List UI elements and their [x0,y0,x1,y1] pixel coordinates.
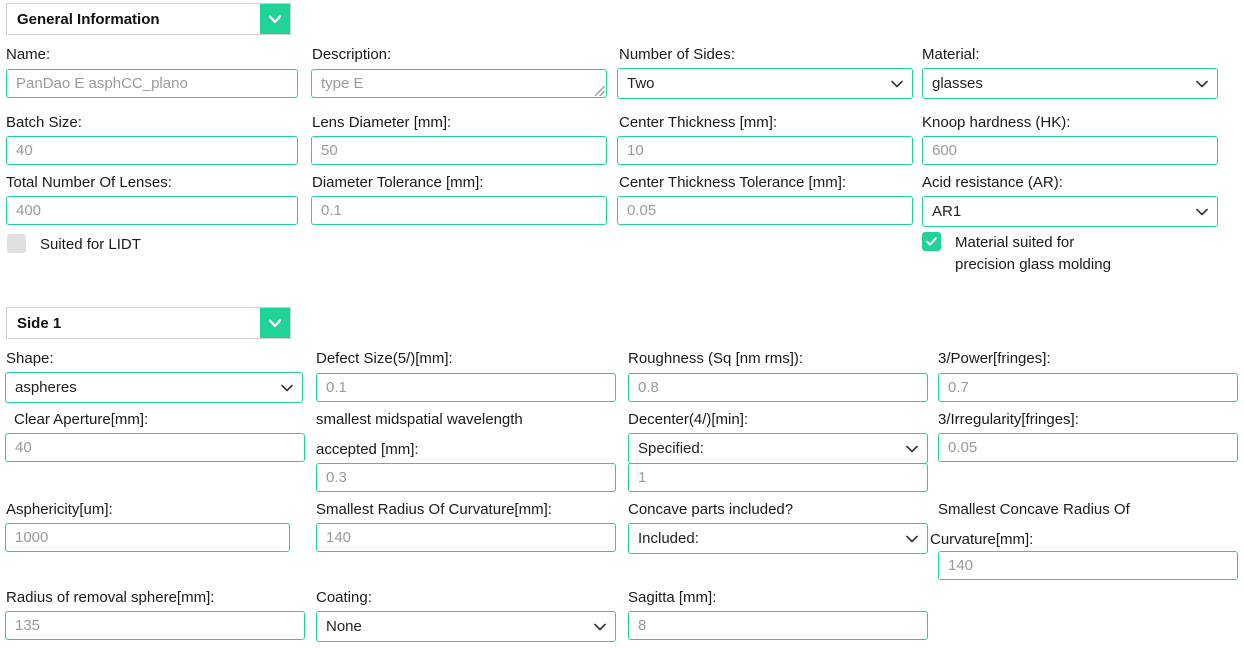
knoop-hardness-input[interactable]: 600 [922,136,1218,165]
coating-select[interactable] [316,611,616,642]
label-concave-included: Concave parts included? [628,501,794,518]
label-smallest-concave-radius-line2: Curvature[mm]: [930,531,1034,548]
section-header-general-information[interactable] [6,3,291,35]
label-batch-size: Batch Size: [6,114,82,131]
chevron-down-icon [1196,208,1208,216]
sagitta-input[interactable]: 8 [628,611,928,640]
label-roughness: Roughness (Sq [nm rms]): [628,350,804,367]
material-suited-pgm-label-line1: Material suited for [955,234,1075,251]
label-number-of-sides: Number of Sides: [619,46,735,63]
suited-for-lidt-label: Suited for LIDT [40,236,141,253]
asphericity-input[interactable]: 1000 [5,523,290,552]
label-shape: Shape: [6,350,54,367]
decenter-select[interactable] [628,433,928,464]
label-irregularity: 3/Irregularity[fringes]: [938,411,1079,428]
power-input[interactable]: 0.7 [938,373,1238,402]
decenter-value-input[interactable]: 1 [628,463,928,492]
radius-removal-sphere-input[interactable]: 135 [5,611,305,640]
acid-resistance-select[interactable] [922,196,1218,227]
acid-resistance-value: AR1 [932,203,962,220]
total-number-of-lenses-input[interactable]: 400 [6,196,298,225]
chevron-down-icon [594,623,606,631]
label-sagitta: Sagitta [mm]: [628,589,717,606]
shape-select[interactable] [5,372,303,403]
concave-included-value: Included: [638,530,699,547]
label-material: Material: [922,46,980,63]
section-title: Side 1 [17,314,62,332]
material-suited-pgm-label-line2: precision glass molding [955,256,1111,273]
label-knoop-hardness: Knoop hardness (HK): [922,114,1071,131]
number-of-sides-value: Two [627,75,655,92]
label-description: Description: [312,46,392,63]
description-textarea[interactable]: type E [311,69,607,98]
label-decenter: Decenter(4/)[min]: [628,411,749,428]
label-midspatial-line1: smallest midspatial wavelength [316,411,523,428]
lens-diameter-input[interactable]: 50 [311,136,607,165]
smallest-concave-radius-input[interactable]: 140 [938,551,1238,580]
center-thickness-input[interactable]: 10 [617,136,913,165]
label-smallest-radius: Smallest Radius Of Curvature[mm]: [316,501,552,518]
label-midspatial-line2: accepted [mm]: [316,441,419,458]
decenter-select-value: Specified: [638,440,704,457]
label-total-number-of-lenses: Total Number Of Lenses: [6,174,172,191]
chevron-down-icon [891,80,903,88]
label-smallest-concave-radius-line1: Smallest Concave Radius Of [938,501,1130,518]
label-asphericity: Asphericity[um]: [6,501,113,518]
section-title: General Information [17,10,160,28]
chevron-down-icon [906,445,918,453]
clear-aperture-input[interactable]: 40 [5,433,305,462]
coating-value: None [326,618,362,635]
label-power: 3/Power[fringes]: [938,350,1051,367]
concave-included-select[interactable] [628,523,928,554]
diameter-tolerance-input[interactable]: 0.1 [311,196,607,225]
material-suited-pgm-checkbox-row[interactable] [922,232,1222,276]
chevron-down-icon [281,384,293,392]
label-lens-diameter: Lens Diameter [mm]: [312,114,452,131]
shape-value: aspheres [15,379,77,396]
suited-for-lidt-checkbox-row[interactable] [7,234,141,256]
section-header-side-1[interactable] [6,307,291,339]
chevron-down-icon [906,535,918,543]
checkbox-checked-icon[interactable] [922,232,941,251]
batch-size-input[interactable]: 40 [6,136,298,165]
roughness-input[interactable]: 0.8 [628,373,928,402]
chevron-down-icon[interactable] [260,308,290,338]
material-value: glasses [932,75,983,92]
label-acid-resistance: Acid resistance (AR): [922,174,1063,191]
material-select[interactable] [922,68,1218,99]
label-coating: Coating: [316,589,372,606]
label-defect-size: Defect Size(5/)[mm]: [316,350,453,367]
label-diameter-tolerance: Diameter Tolerance [mm]: [312,174,484,191]
midspatial-wavelength-input[interactable]: 0.3 [316,463,616,492]
checkbox-unchecked-icon[interactable] [7,234,26,253]
chevron-down-icon[interactable] [260,4,290,34]
chevron-down-icon [1196,80,1208,88]
label-center-thickness-tolerance: Center Thickness Tolerance [mm]: [619,174,847,191]
irregularity-input[interactable]: 0.05 [938,433,1238,462]
name-input[interactable]: PanDao E asphCC_plano [6,69,298,98]
label-name: Name: [6,46,51,63]
label-center-thickness: Center Thickness [mm]: [619,114,778,131]
label-clear-aperture: Clear Aperture[mm]: [14,411,149,428]
label-radius-removal-sphere: Radius of removal sphere[mm]: [6,589,215,606]
number-of-sides-select[interactable] [617,68,913,99]
smallest-radius-input[interactable]: 140 [316,523,616,552]
center-thickness-tolerance-input[interactable]: 0.05 [617,196,913,225]
defect-size-input[interactable]: 0.1 [316,373,616,402]
